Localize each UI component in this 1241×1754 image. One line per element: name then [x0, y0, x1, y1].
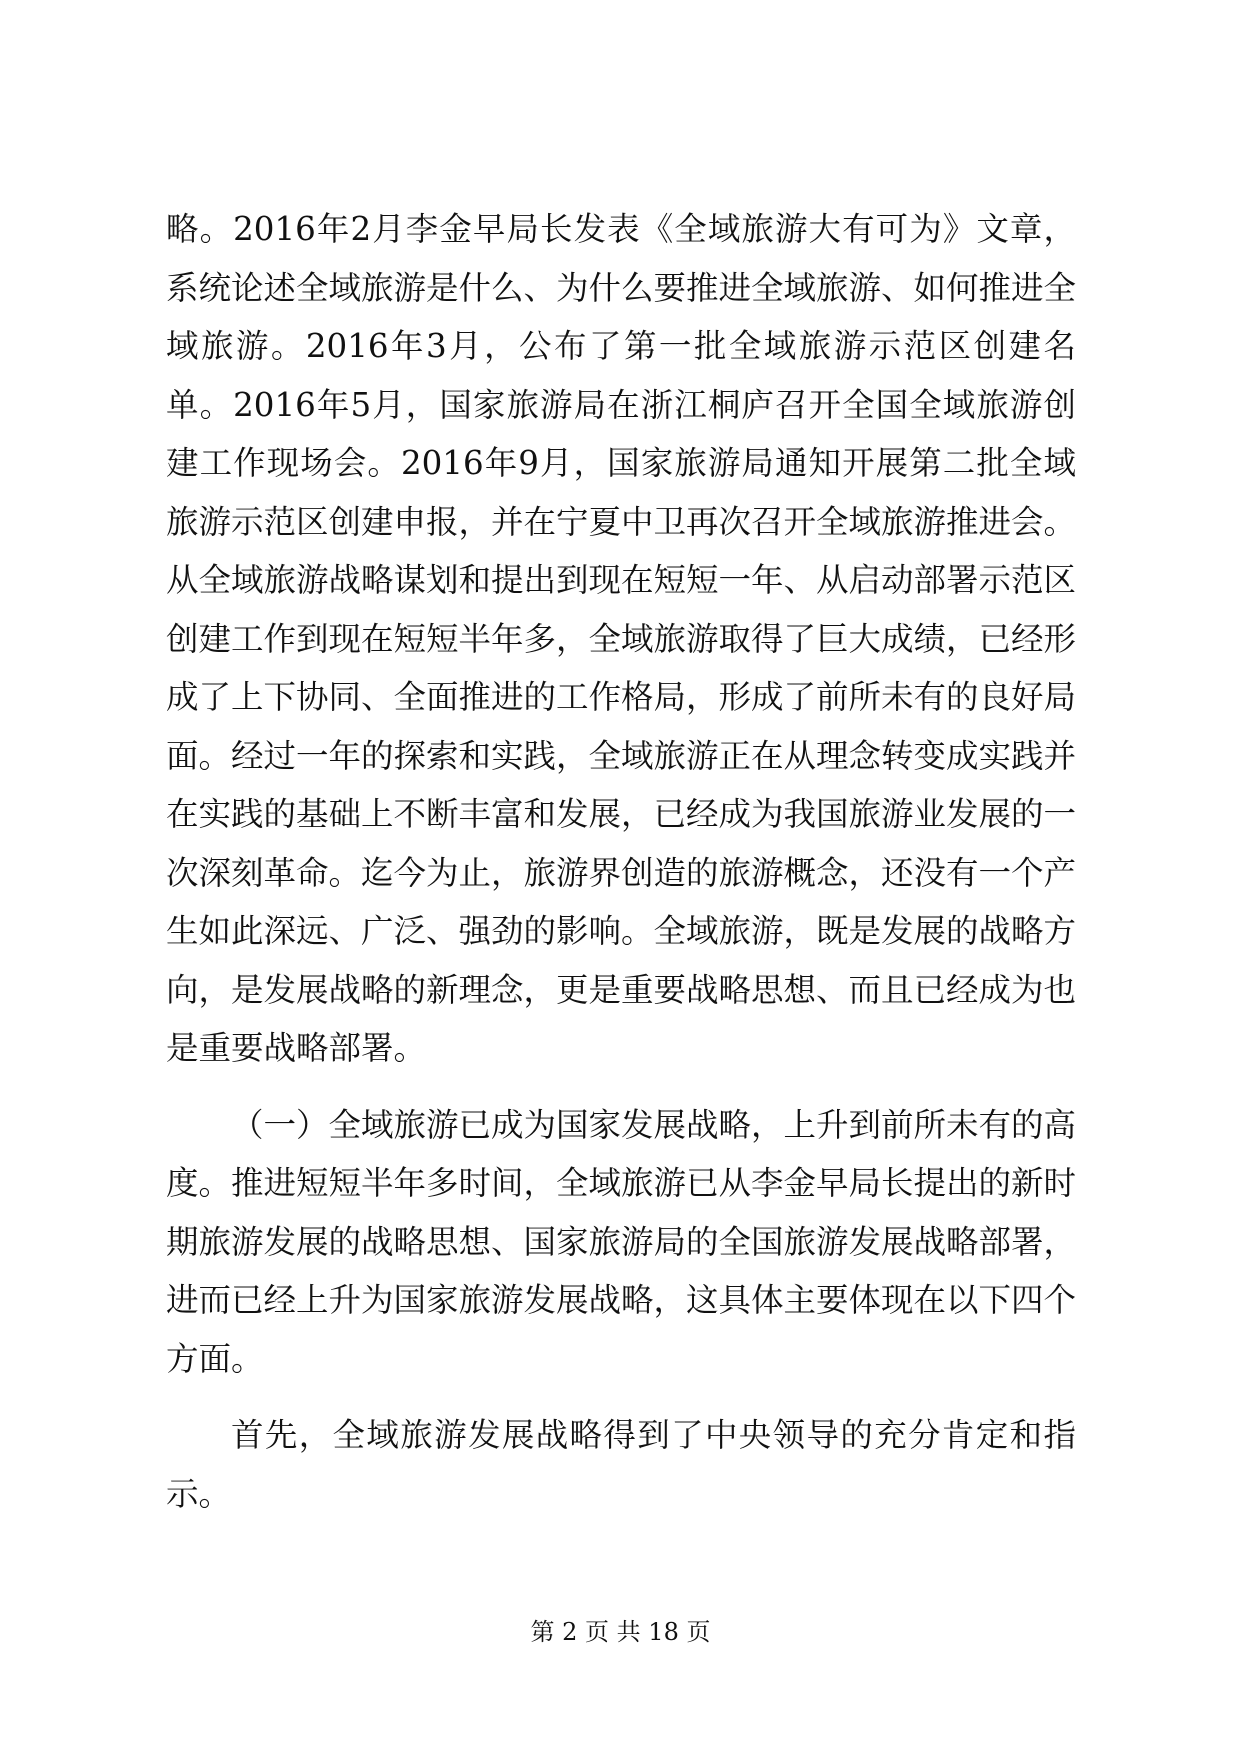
paragraph-section-one: （一）全域旅游已成为国家发展战略，上升到前所未有的高度。推进短短半年多时间，全域旅游已从李金早局长提出的新时期旅游发展的战略思想、国家旅游局的全国旅游发展战略部署，进而已经上升为国家旅游发展战略，这具体主要体现在以下四个方面。: [166, 1105, 1077, 1378]
paragraph-firstly: 首先，全域旅游发展战略得到了中央领导的充分肯定和指示。: [166, 1416, 1076, 1513]
page-number-footer: 第 2 页 共 18 页: [530, 1618, 711, 1646]
body-text: [166, 200, 1076, 1523]
paragraph-continuation: 略。2016年2月李金早局长发表《全域旅游大有可为》文章，系统论述全域旅游是什么、为什么要推进全域旅游、如何推进全域旅游。2016年3月，公布了第一批全域旅游示范区创建名单。2016年5月，国家旅游局在浙江桐庐召开全国全域旅游创建工作现场会。2016年9月，国家旅游局通知开展第二批全域旅游示范区创建申报，并在宁夏中卫再次召开全域旅游推进会。从全域旅游战略谋划和提出到现在短短一年、从启动部署示范区创建工作到现在短短半年多，全域旅游取得了巨大成绩，已经形成了上下协同、全面推进的工作格局，形成了前所未有的良好局面。经过一年的探索和实践，全域旅游正在从理念转变成实践并在实践的基础上不断丰富和发展，已经成为我国旅游业发展的一次深刻革命。迄今为止，旅游界创造的旅游概念，还没有一个产生如此深远、广泛、强劲的影响。全域旅游，既是发展的战略方向，是发展战略的新理念，更是重要战略思想、而且已经成为也是重要战略部署。: [166, 210, 1077, 1067]
